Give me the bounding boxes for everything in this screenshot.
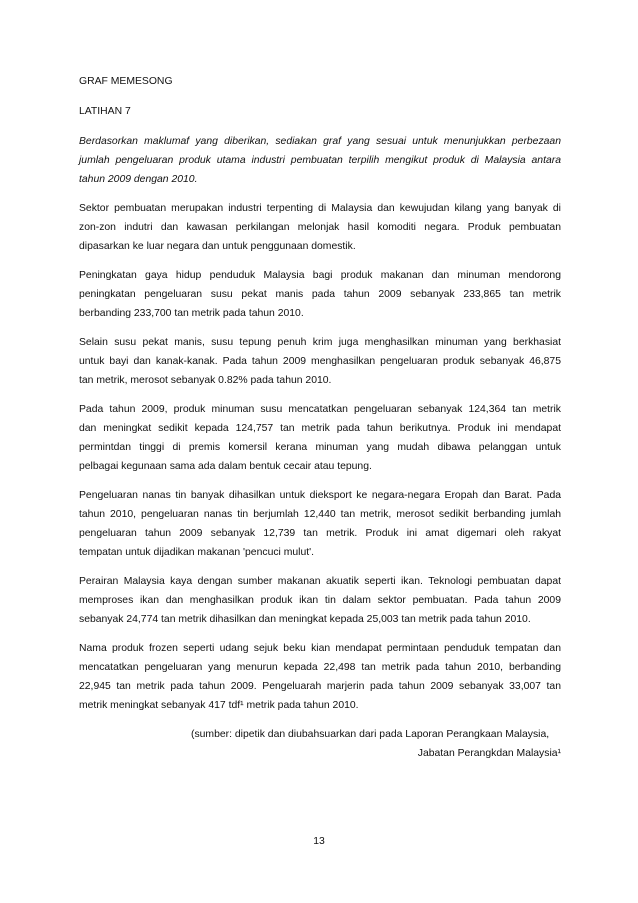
instruction-line: jumlah pengeluaran produk utama industri pembuatan terpilih mengikut produk di Malaysia antara <box>79 155 561 166</box>
document-page <box>79 72 561 763</box>
source-line: Jabatan Perangkdan Malaysia¹ <box>417 748 561 759</box>
paragraph-line: pengeluaran tahun 2009 sebanyak 12,739 tan metrik. Produk ini amat digemari oleh rakyat <box>79 528 561 539</box>
instruction-line: Berdasorkan maklumaf yang diberikan, sediakan graf yang sesuai untuk menunjukkan perbezaan <box>79 136 561 147</box>
paragraph-line: Nama produk frozen seperti udang sejuk beku kian mendapat permintaan penduduk tempatan dan <box>79 643 561 654</box>
paragraph-line: tempatan untuk dijadikan makanan 'pencuci mulut'. <box>79 547 315 558</box>
page-number: 13 <box>313 836 325 847</box>
paragraph-line: Pada tahun 2009, produk minuman susu mencatatkan pengeluaran sebanyak 124,364 tan metrik <box>79 404 561 415</box>
paragraph-line: sebanyak 24,774 tan metrik dihasilkan dan meningkat kepada 25,003 tan metrik pada tahun 2010. <box>79 614 531 625</box>
paragraph-line: memproses ikan dan menghasilkan produk ikan tin dalam sektor pembuatan. Pada tahun 2009 <box>79 595 561 606</box>
document-title: GRAF MEMESONG <box>79 76 173 87</box>
source-citation <box>79 725 561 763</box>
instruction-line: tahun 2009 dengan 2010. <box>79 174 198 185</box>
paragraph-produk-frozen <box>79 639 561 715</box>
paragraph-line: Peningkatan gaya hidup penduduk Malaysia bagi produk makanan dan minuman mendorong <box>79 270 561 281</box>
paragraph-line: Sektor pembuatan merupakan industri terpenting di Malaysia dan kewujudan kilang yang banyak di <box>79 203 561 214</box>
paragraph-ikan-tin <box>79 572 561 629</box>
paragraph-line: pelbagai kegunaan sama ada dalam bentuk cecair atau tepung. <box>79 461 372 472</box>
exercise-label: LATIHAN 7 <box>79 106 131 117</box>
source-line: (sumber: dipetik dan diubahsuarkan dari pada Laporan Perangkaan Malaysia, <box>191 729 550 740</box>
paragraph-line: permintdan tinggi di premis komersil kerana minuman yang mudah dibawa pelanggan untuk <box>79 442 561 453</box>
paragraph-line: Pengeluaran nanas tin banyak dihasilkan untuk dieksport ke negara-negara Eropah dan Barat. Pada <box>79 490 561 501</box>
paragraph-line: Selain susu pekat manis, susu tepung penuh krim juga menghasilkan minuman yang berkhasiat <box>79 337 561 348</box>
paragraph-line: peningkatan pengeluaran susu pekat manis pada tahun 2009 sebanyak 233,865 tan metrik <box>79 289 561 300</box>
paragraph-line: dan meningkat sedikit kepada 124,757 tan metrik pada tahun berikutnya. Produk ini mendapat <box>79 423 561 434</box>
paragraph-line: tan metrik, merosot sebanyak 0.82% pada tahun 2010. <box>79 375 332 386</box>
paragraph-susu-pekat-manis <box>79 266 561 323</box>
paragraph-line: tahun 2010, pengeluaran nanas tin berjumlah 12,440 tan metrik, merosot sedikit berbanding jumlah <box>79 509 561 520</box>
paragraph-line: berbanding 233,700 tan metrik pada tahun 2010. <box>79 308 304 319</box>
paragraph-susu-tepung <box>79 333 561 390</box>
paragraph-line: mencatatkan pengeluaran yang menurun kepada 22,498 tan metrik pada tahun 2010, berbanding <box>79 662 561 673</box>
paragraph-line: 22,945 tan metrik pada tahun 2009. Pengeluarah marjerin pada tahun 2009 sebanyak 33,007 tan <box>79 681 561 692</box>
paragraph-line: Perairan Malaysia kaya dengan sumber makanan akuatik seperti ikan. Teknologi pembuatan dapat <box>79 576 561 587</box>
paragraph-sektor-pembuatan <box>79 199 561 256</box>
paragraph-minuman-susu <box>79 400 561 476</box>
paragraph-line: zon-zon indutri dan kawasan perkilangan melonjak hasil komoditi negara. Produk pembuatan <box>79 222 561 233</box>
paragraph-line: metrik meningkat sebanyak 417 tdf¹ metrik pada tahun 2010. <box>79 700 359 711</box>
paragraph-nanas-tin <box>79 486 561 562</box>
paragraph-line: dipasarkan ke luar negara dan untuk penggunaan domestik. <box>79 241 356 252</box>
instruction-paragraph <box>79 132 561 189</box>
paragraph-line: untuk bayi dan kanak-kanak. Pada tahun 2009 menghasilkan pengeluaran produk sebanyak 46,875 <box>79 356 561 367</box>
